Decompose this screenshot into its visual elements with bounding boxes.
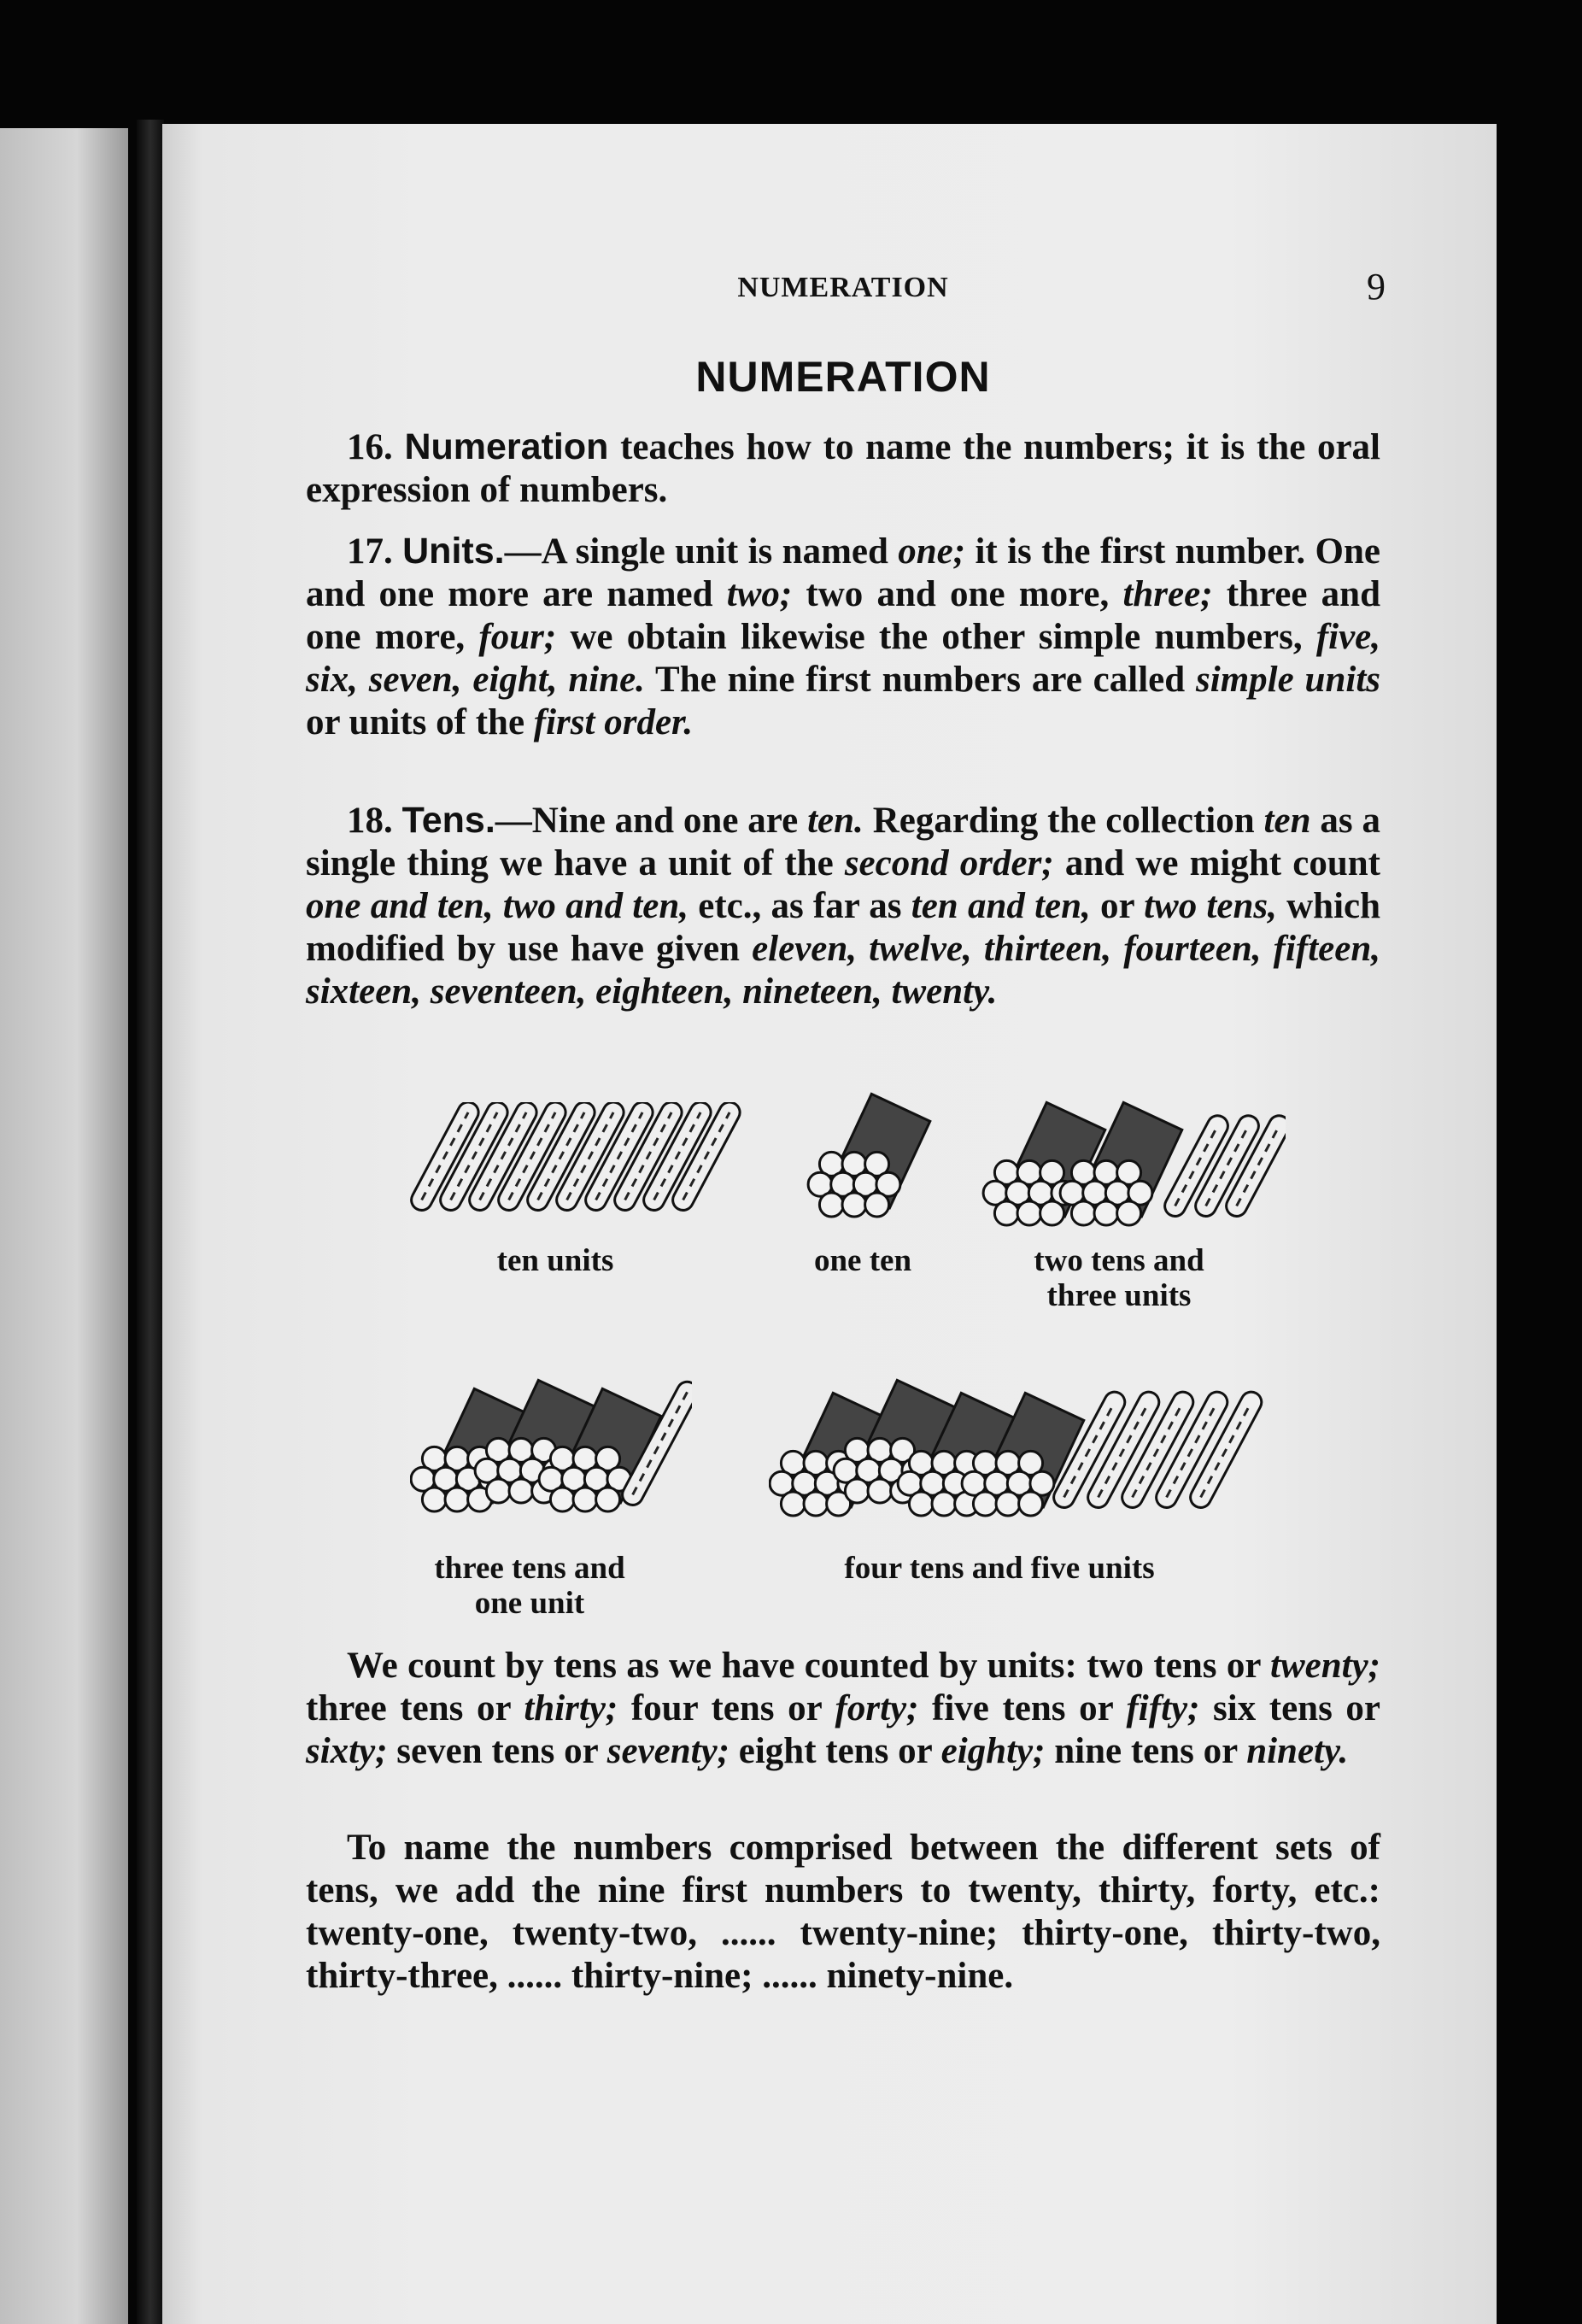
italic-run: three;: [1122, 574, 1213, 614]
text-run: five tens or: [918, 1688, 1127, 1728]
text-run: The nine first numbers are called: [644, 660, 1197, 700]
stick-end: [845, 1479, 869, 1503]
italic-run: forty;: [835, 1688, 919, 1728]
stick-end: [1017, 1201, 1041, 1225]
stick-end: [1019, 1492, 1043, 1516]
ten-units-illustration: [401, 1102, 743, 1222]
stick-end: [1071, 1201, 1095, 1225]
stick-end: [973, 1492, 997, 1516]
text-run: Regarding the collection: [863, 801, 1264, 841]
italic-run: two;: [726, 574, 793, 614]
para-text: teaches how to name the numbers; it is the oral expression of numbers.: [306, 427, 1380, 510]
italic-run: twenty;: [1270, 1646, 1380, 1686]
text-run: six tens or: [1199, 1688, 1381, 1728]
paragraph-naming-numbers: [306, 1827, 1380, 1998]
italic-run: thirty;: [524, 1688, 618, 1728]
caption-line: two tens and: [1034, 1243, 1204, 1278]
stick-end: [781, 1492, 805, 1516]
text-run: or: [1090, 886, 1145, 926]
stick-end: [994, 1201, 1018, 1225]
italic-run: simple units: [1196, 660, 1380, 700]
italic-run: four;: [478, 617, 557, 657]
text-run: —A single unit is named: [504, 531, 899, 572]
italic-run: five, six, seven, eight, nine.: [306, 617, 1381, 700]
para-lead: Tens.: [401, 800, 495, 841]
facing-page-edge: [0, 128, 128, 2324]
paragraph-17: [306, 530, 1380, 744]
para-number: 17.: [347, 531, 393, 572]
stick-end: [868, 1479, 892, 1503]
text-run: which modified by use have given: [306, 886, 1381, 969]
three-tens-one-unit-illustration: [410, 1320, 692, 1517]
text-run: it is the first number. One and one more are named: [306, 531, 1380, 614]
caption-two-tens-three-units: [982, 1243, 1256, 1313]
caption-line: three tens and: [434, 1551, 625, 1586]
stick-end: [1094, 1201, 1118, 1225]
caption-line: one unit: [474, 1586, 585, 1621]
paragraph-18: [306, 799, 1380, 1013]
para-text: To name the numbers comprised between the different sets of tens, we add the nine first numbers to twenty, thirty, forty, etc.: twenty-one, twenty-two, ...... twenty-nine; thirty-one, thirty-two, thirty-three, ...... thirty-nine; ...... ninety-nine.: [306, 1828, 1380, 1996]
text-run: three and one more,: [306, 574, 1381, 657]
paragraph-16: [306, 425, 1380, 512]
figure-ten-units: [401, 1102, 743, 1222]
italic-run: seventy;: [606, 1731, 729, 1771]
italic-run: fifty;: [1126, 1688, 1200, 1728]
italic-run: ninety.: [1246, 1731, 1349, 1771]
text-run: seven tens or: [387, 1731, 607, 1771]
figure-four-tens-five-units: [769, 1320, 1281, 1525]
italic-run: eleven, twelve, thirteen, fourteen, fifteen, sixteen, seventeen, eighteen, nineteen, twenty.: [306, 929, 1380, 1012]
text-run: two and one more,: [792, 574, 1123, 614]
stick-end: [804, 1492, 828, 1516]
book-spine: [137, 120, 164, 2324]
italic-run: two tens,: [1144, 886, 1277, 926]
one-ten-illustration: [794, 1085, 940, 1226]
stick-end: [996, 1492, 1020, 1516]
figure-two-tens-three-units: [978, 1085, 1286, 1230]
stick-end: [865, 1193, 889, 1217]
stick-end: [909, 1492, 933, 1516]
italic-run: sixty;: [306, 1731, 388, 1771]
text-run: we obtain likewise the other simple numbers,: [556, 617, 1316, 657]
caption-three-tens-one-unit: [384, 1551, 675, 1621]
stick-end: [509, 1479, 533, 1503]
caption-four-tens-five-units: four tens and five units: [844, 1551, 1155, 1586]
stick-end: [932, 1492, 956, 1516]
stick-end: [1117, 1201, 1141, 1225]
italic-run: first order.: [533, 702, 694, 742]
text-run: We count by tens as we have counted by units: two tens or: [347, 1646, 1271, 1686]
para-lead: Numeration: [404, 426, 609, 467]
text-run: four tens or: [618, 1688, 835, 1728]
text-run: nine tens or: [1045, 1731, 1247, 1771]
para-lead: Units.: [402, 531, 505, 572]
stick-end: [842, 1193, 866, 1217]
caption-ten-units: ten units: [496, 1243, 614, 1278]
stick-end: [445, 1488, 469, 1511]
para-number: 18.: [347, 801, 393, 841]
text-run: and we might count: [1053, 843, 1380, 883]
stick-end: [486, 1479, 510, 1503]
italic-run: eighty;: [940, 1731, 1046, 1771]
stick-end: [1040, 1201, 1064, 1225]
italic-run: one and ten, two and ten,: [306, 886, 689, 926]
text-run: or units of the: [306, 702, 534, 742]
figure-three-tens-one-unit: [410, 1320, 692, 1517]
section-heading: NUMERATION: [695, 353, 991, 401]
stick-end: [550, 1488, 574, 1511]
page-number: 9: [1367, 266, 1386, 308]
figure-one-ten: [794, 1085, 940, 1226]
text-run: —Nine and one are: [495, 801, 808, 841]
stick-end: [422, 1488, 446, 1511]
para-number: 16.: [347, 427, 393, 467]
text-run: as a single thing we have a unit of the: [306, 801, 1381, 883]
paragraph-counting-tens: [306, 1645, 1380, 1773]
italic-run: ten and ten,: [911, 886, 1091, 926]
italic-run: one;: [898, 531, 966, 572]
italic-run: second order;: [844, 843, 1054, 883]
stick-end: [596, 1488, 620, 1511]
running-title: NUMERATION: [737, 272, 949, 303]
caption-line: three units: [1046, 1278, 1192, 1313]
caption-one-ten: one ten: [813, 1243, 912, 1278]
italic-run: ten: [1263, 801, 1311, 841]
four-tens-five-units-illustration: [769, 1320, 1281, 1525]
text-run: eight tens or: [729, 1731, 941, 1771]
two-tens-three-units-illustration: [978, 1085, 1286, 1230]
text-run: three tens or: [306, 1688, 524, 1728]
stick-end: [573, 1488, 597, 1511]
italic-run: ten.: [807, 801, 864, 841]
stick-end: [819, 1193, 843, 1217]
text-run: etc., as far as: [688, 886, 911, 926]
